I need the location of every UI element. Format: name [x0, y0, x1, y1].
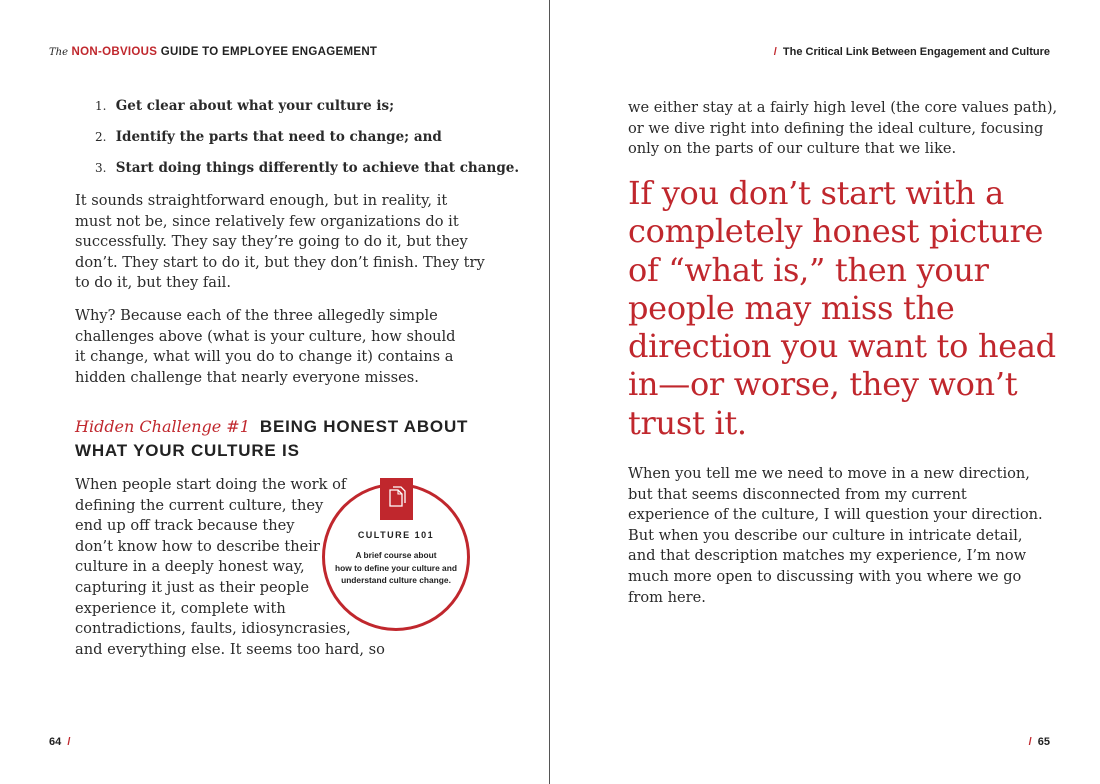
list-item: 1. Get clear about what your culture is;: [95, 98, 395, 114]
header-chapter-title: The Critical Link Between Engagement and Culture: [782, 46, 1050, 58]
folio-slash: /: [1028, 736, 1032, 748]
page-number-left: 64 /: [49, 736, 71, 748]
badge-description: A brief course about how to define your culture and understand culture change.: [335, 550, 457, 585]
documents-icon: [380, 478, 413, 520]
paragraph-new-direction: When you tell me we need to move in a new direction, but that seems disconnected from my current experience of the culture, I will question your direction. But when you describe our culture in intricate detail, and that description matches my experience, I’m now much more open to discussing with you where we go from here.: [628, 465, 1043, 606]
running-header-right: [774, 46, 1050, 58]
paragraph-why: Why? Because each of the three allegedly simple challenges above (what is your culture, how should it change, what will you do to change it) contains a hidden challenge that nearly everyone misses.: [75, 307, 456, 386]
page-number-right: / 65: [1028, 736, 1050, 748]
section-heading-line2: [75, 441, 300, 461]
numbered-list: [95, 98, 520, 191]
list-item: 2. Identify the parts that need to change; and: [95, 129, 442, 145]
pull-quote: If you don’t start with a completely honest picture of “what is,” then your people may miss the direction you want to head in—or worse, they won’t trust it.: [628, 174, 1056, 442]
documents-icon-svg: [380, 478, 413, 520]
section-heading: [75, 417, 468, 437]
running-header-left: [49, 46, 377, 58]
list-item: 3. Start doing things differently to achieve that change.: [95, 160, 520, 176]
badge-title: CULTURE 101: [357, 530, 435, 540]
paragraph-straightforward: It sounds straightforward enough, but in reality, it must not be, since relatively few organizations do it successfully. They say they’re going to do it, but they don’t. They start to do it, but they don’t finish. They try to do it, but they fail.: [75, 192, 485, 292]
heading-challenge-number: Hidden Challenge #1: [75, 417, 250, 436]
paragraph-continued: we either stay at a fairly high level (the core values path), or we dive right into defining the ideal culture, focusing only on the parts of our culture that we like.: [628, 99, 1058, 158]
heading-title-line1: BEING HONEST ABOUT: [259, 417, 469, 436]
header-highlight: NON-OBVIOUS: [71, 46, 158, 58]
heading-title-line2: WHAT YOUR CULTURE IS: [75, 441, 300, 460]
header-book-title: GUIDE TO EMPLOYEE ENGAGEMENT: [160, 46, 378, 58]
paragraph-when-people: When people start doing the work of defining the current culture, they end up off track because they don’t know how to describe their culture in a deeply honest way, capturing it just as their people experience it, complete with contradictions, faults, idiosyncrasies, and everything else. It seems too hard, so: [75, 476, 385, 658]
folio-slash: /: [67, 736, 71, 748]
header-slash: /: [773, 46, 777, 58]
header-the: The: [49, 47, 69, 58]
